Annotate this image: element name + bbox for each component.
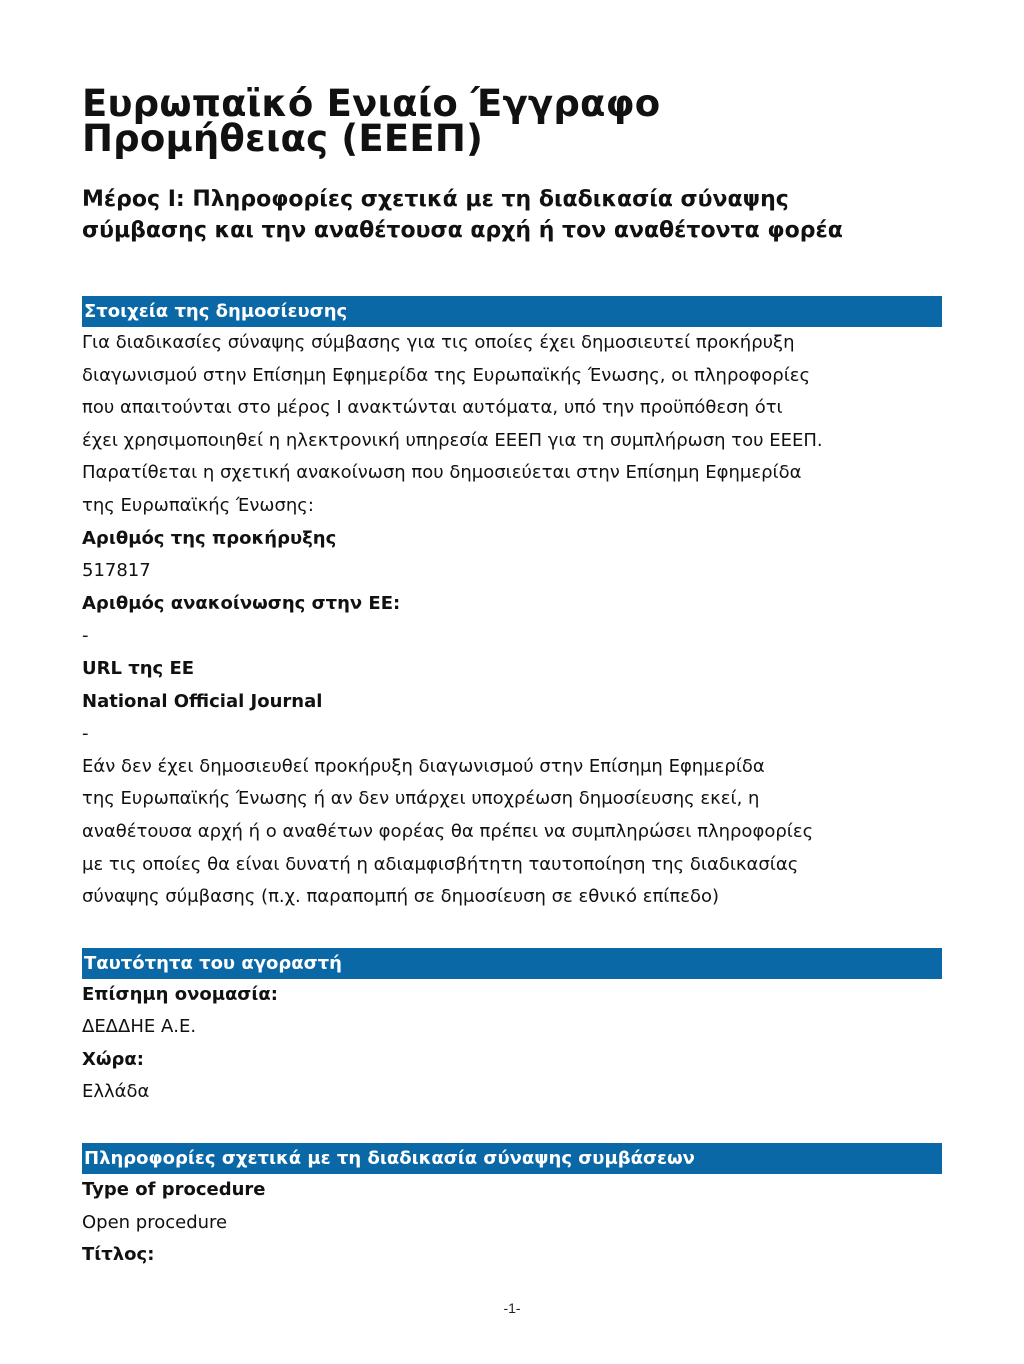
publication-note: [82, 751, 942, 914]
official-name-value: ΔΕΔΔΗΕ Α.Ε.: [82, 1016, 197, 1038]
eu-notice-label: Αριθμός ανακοίνωσης στην ΕΕ:: [82, 592, 401, 614]
national-journal-label: National Official Journal: [82, 690, 323, 712]
national-journal-value: -: [82, 723, 89, 745]
publication-intro: [82, 327, 942, 523]
document-title-line: Ευρωπαϊκό Ενιαίο Έγγραφο: [82, 82, 661, 125]
procedure-section-header: Πληροφορίες σχετικά με τη διαδικασία σύναψης συμβάσεων: [82, 1143, 942, 1174]
part-subtitle: [82, 184, 942, 246]
document-page: [82, 82, 942, 1272]
procedure-title-label: Τίτλος:: [82, 1244, 155, 1266]
part-subtitle-line: Μέρος I: Πληροφορίες σχετικά με τη διαδικασία σύναψης: [82, 187, 789, 212]
note-line: της Ευρωπαϊκής Ένωσης ή αν δεν υπάρχει υποχρέωση δημοσίευσης εκεί, η: [82, 788, 760, 810]
note-line: σύναψης σύμβασης (π.χ. παραπομπή σε δημοσίευση σε εθνικό επίπεδο): [82, 886, 720, 908]
buyer-section-header: Ταυτότητα του αγοραστή: [82, 948, 942, 979]
official-name-label: Επίσημη ονομασία:: [82, 983, 278, 1005]
note-line: Εάν δεν έχει δημοσιευθεί προκήρυξη διαγωνισμού στην Επίσημη Εφημερίδα: [82, 755, 765, 777]
document-title-line: Προμήθειας (ΕΕΕΠ): [82, 117, 484, 160]
part-subtitle-line: σύμβασης και την αναθέτουσα αρχή ή τον αναθέτοντα φορέα: [82, 218, 843, 243]
intro-line: έχει χρησιμοποιηθεί η ηλεκτρονική υπηρεσία ΕΕΕΠ για τη συμπλήρωση του ΕΕΕΠ.: [82, 429, 823, 451]
document-title: [82, 82, 942, 160]
country-label: Χώρα:: [82, 1048, 144, 1070]
procedure-type-value: Open procedure: [82, 1211, 228, 1233]
procedure-type-label: Type of procedure: [82, 1179, 266, 1201]
intro-line: Για διαδικασίες σύναψης σύμβασης για τις οποίες έχει δημοσιευτεί προκήρυξη: [82, 332, 795, 353]
note-line: αναθέτουσα αρχή ή ο αναθέτων φορέας θα πρέπει να συμπληρώσει πληροφορίες: [82, 820, 814, 842]
procedure-section: [82, 1143, 942, 1272]
intro-line: διαγωνισμού στην Επίσημη Εφημερίδα της Ευρωπαϊκής Ένωσης, οι πληροφορίες: [82, 364, 811, 386]
note-line: με τις οποίες θα είναι δυνατή η αδιαμφισβήτητη ταυτοποίηση της διαδικασίας: [82, 853, 799, 875]
publication-section: [82, 296, 942, 914]
publication-section-header: Στοιχεία της δημοσίευσης: [82, 296, 942, 327]
eu-notice-value: -: [82, 625, 89, 647]
page-number: -1-: [503, 1300, 521, 1316]
country-value: Ελλάδα: [82, 1081, 150, 1103]
buyer-section: [82, 948, 942, 1109]
notice-number-label: Αριθμός της προκήρυξης: [82, 527, 337, 549]
intro-line: της Ευρωπαϊκής Ένωσης:: [82, 494, 314, 516]
notice-number-value: 517817: [82, 560, 151, 582]
eu-url-label: URL της ΕΕ: [82, 657, 195, 679]
intro-line: Παρατίθεται η σχετική ανακοίνωση που δημοσιεύεται στην Επίσημη Εφημερίδα: [82, 462, 802, 484]
intro-line: που απαιτούνται στο μέρος I ανακτώνται αυτόματα, υπό την προϋπόθεση ότι: [82, 397, 783, 419]
